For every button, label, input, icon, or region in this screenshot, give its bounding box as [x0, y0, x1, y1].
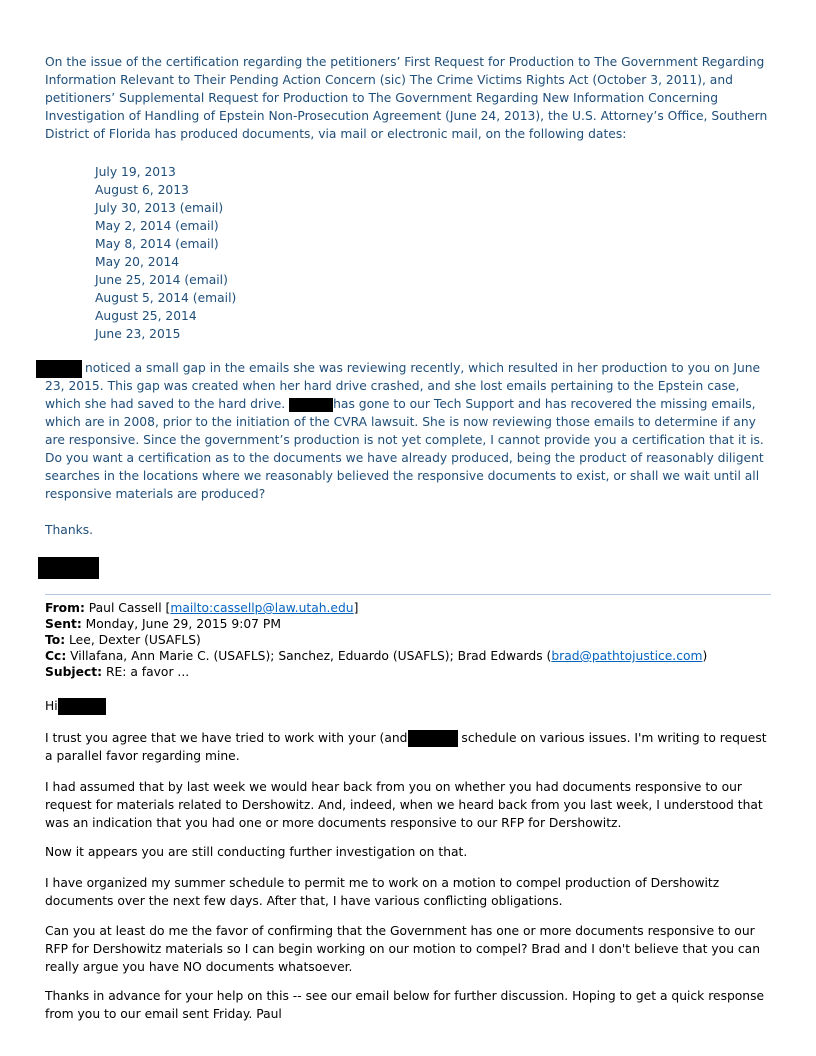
- body-paragraph-5: Can you at least do me the favor of confirming that the Government has one or more documents responsive to our RFP for Dershowitz materials so I can begin working on our motion to compel? Brad and I don't believe that you can really argue you have NO documents whatsoever.: [45, 924, 760, 974]
- date-item: June 25, 2014 (email): [95, 273, 228, 287]
- cc-end: ): [702, 649, 708, 663]
- thanks-line: Thanks.: [45, 523, 94, 537]
- from-end: ]: [353, 601, 359, 615]
- from-email-link[interactable]: mailto:cassellp@law.utah.edu: [170, 601, 354, 615]
- cc-line: [45, 648, 785, 664]
- body-paragraph-3: Now it appears you are still conducting further investigation on that.: [45, 845, 468, 859]
- date-item: July 19, 2013: [95, 165, 176, 179]
- redaction-box: [58, 698, 106, 715]
- header-divider: [45, 594, 771, 595]
- body-paragraph-1a: I trust you agree that we have tried to work with your (and: [45, 731, 408, 745]
- redaction-box: [408, 730, 458, 747]
- to-line: [45, 632, 785, 648]
- body-paragraph-1: [45, 729, 773, 765]
- body-paragraph-4: I have organized my summer schedule to permit me to work on a motion to compel production of Dershowitz documents over the next few days. After that, I have various conflicting obligations.: [45, 876, 720, 908]
- signature-redaction: [38, 557, 99, 579]
- date-item: June 23, 2015: [95, 327, 181, 341]
- redaction-box: [289, 398, 333, 412]
- to-label: To:: [45, 633, 66, 647]
- date-item: August 25, 2014: [95, 309, 197, 323]
- date-item: May 20, 2014: [95, 255, 180, 269]
- body-paragraph-2: I had assumed that by last week we would hear back from you on whether you had documents responsive to our request for materials related to Dershowitz. And, indeed, when we heard back from you last week, I understood that was an indication that you had one or more documents responsive to our RFP for Dershowitz.: [45, 780, 763, 830]
- cc-value: Villafana, Ann Marie C. (USAFLS); Sanchez, Eduardo (USAFLS); Brad Edwards (: [70, 649, 552, 663]
- subject-label: Subject:: [45, 665, 103, 679]
- cc-label: Cc:: [45, 649, 67, 663]
- gap-paragraph-part2: has gone to our Tech Support and has recovered the missing emails, which are in 2008, prior to the initiation of the CVRA lawsuit. She is now reviewing those emails to determine if any are responsive. Since the government’s production is not yet complete, I cannot provide you a certification that it is. Do you want a certification as to the documents we have already produced, being the product of reasonably diligent searches in the locations where we reasonably believed the responsive documents to exist, or shall we wait until all responsive materials are produced?: [45, 397, 764, 501]
- subject-line: [45, 664, 785, 680]
- from-line: [45, 600, 785, 616]
- production-dates-list: [95, 163, 236, 343]
- sent-line: [45, 616, 785, 632]
- email-header: [45, 600, 785, 680]
- body-paragraph-1b: schedule on various issues. I'm writing to request a parallel favor regarding mine.: [45, 731, 767, 763]
- gap-paragraph: [45, 359, 773, 503]
- greeting-text: Hi: [45, 699, 58, 713]
- gap-paragraph-part1: noticed a small gap in the emails she was reviewing recently, which resulted in her production to you on June 23, 2015. This gap was created when her hard drive crashed, and she lost emails pertaining to the Epstein case, which she had saved to the hard drive.: [45, 361, 761, 411]
- date-item: August 5, 2014 (email): [95, 291, 237, 305]
- certification-paragraph: On the issue of the certification regarding the petitioners’ First Request for Production to The Government Regarding Information Relevant to Their Pending Action Concern (sic) The Crime Victims Rights Act (October 3, 2011), and petitioners’ Supplemental Request for Production to The Government Regarding New Information Concerning Investigation of Handling of Epstein Non-Prosecution Agreement (June 24, 2013), the U.S. Attorney’s Office, Southern District of Florida has produced documents, via mail or electronic mail, on the following dates:: [45, 55, 768, 141]
- cc-email-link[interactable]: brad@pathtojustice.com: [551, 649, 703, 663]
- from-name: Paul Cassell [: [88, 601, 171, 615]
- date-item: July 30, 2013 (email): [95, 201, 224, 215]
- from-label: From:: [45, 601, 85, 615]
- date-item: May 8, 2014 (email): [95, 237, 219, 251]
- sent-label: Sent:: [45, 617, 82, 631]
- date-item: August 6, 2013: [95, 183, 189, 197]
- sent-value: Monday, June 29, 2015 9:07 PM: [85, 617, 281, 631]
- date-item: May 2, 2014 (email): [95, 219, 219, 233]
- body-paragraph-6: Thanks in advance for your help on this -- see our email below for further discussion. Hoping to get a quick response from you to our email sent Friday. Paul: [45, 989, 765, 1021]
- to-value: Lee, Dexter (USAFLS): [69, 633, 201, 647]
- greeting: [45, 697, 773, 715]
- subject-value: RE: a favor ...: [105, 665, 190, 679]
